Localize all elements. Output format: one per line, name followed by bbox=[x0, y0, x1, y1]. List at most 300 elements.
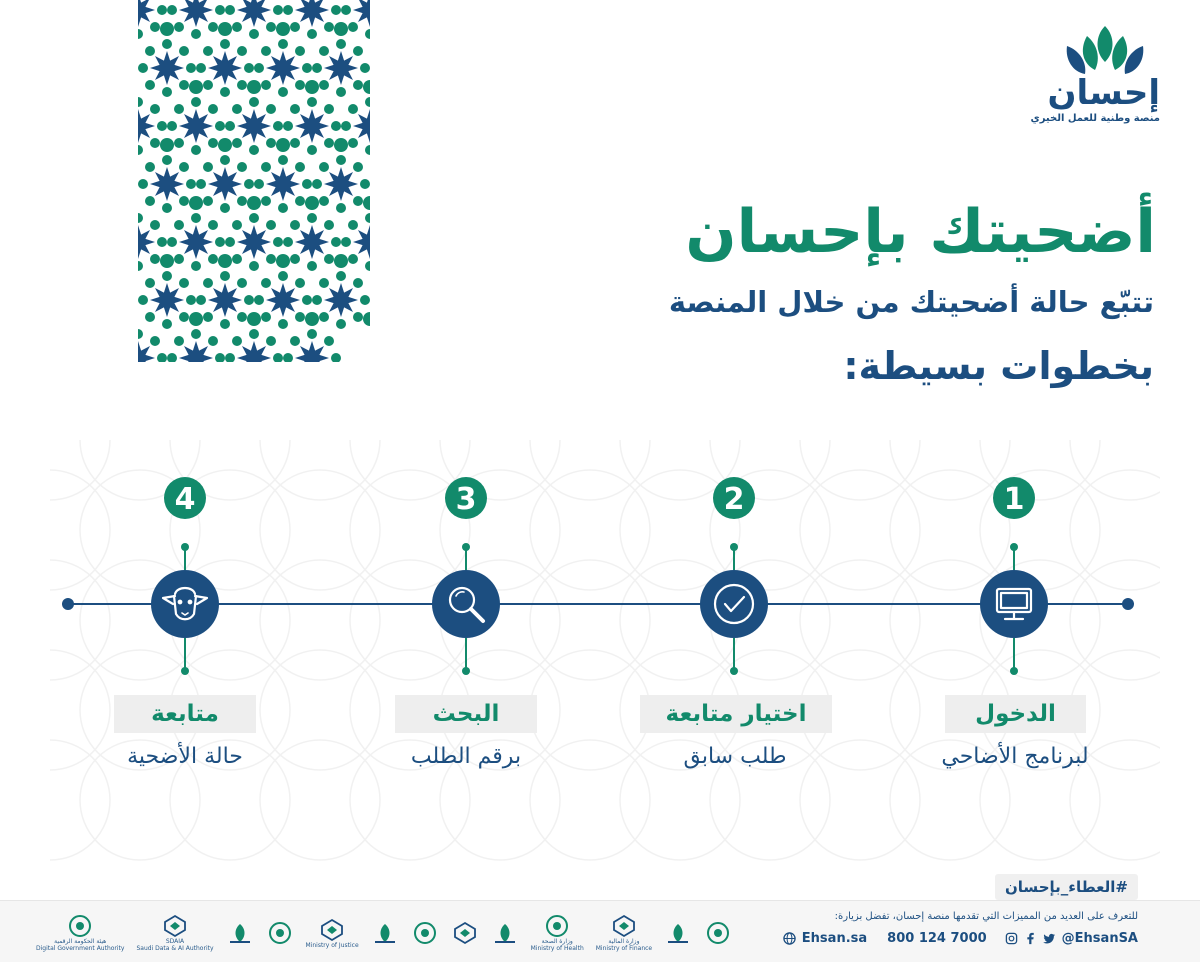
pattern-dot bbox=[179, 46, 189, 56]
pattern-dot bbox=[220, 39, 230, 49]
ehsan-logo bbox=[1030, 22, 1160, 140]
pattern-dot bbox=[307, 329, 317, 339]
partner-name: وزارة الصحة bbox=[541, 938, 573, 945]
pattern-star bbox=[179, 109, 213, 143]
pattern-dot bbox=[273, 5, 283, 15]
pattern-dot bbox=[167, 121, 177, 131]
pattern-dot bbox=[341, 237, 351, 247]
pattern-dot bbox=[162, 271, 172, 281]
pattern-dot bbox=[278, 203, 288, 213]
pattern-star bbox=[179, 0, 213, 27]
pattern-dot bbox=[225, 5, 235, 15]
step-4 bbox=[151, 477, 219, 675]
pattern-dot bbox=[196, 179, 206, 189]
pattern-dot bbox=[302, 63, 312, 73]
pattern-dot bbox=[307, 145, 317, 155]
pattern-dot bbox=[208, 220, 218, 230]
pattern-dot bbox=[186, 179, 196, 189]
pattern-dot bbox=[319, 162, 329, 172]
pattern-dot bbox=[138, 63, 148, 73]
pattern-dot bbox=[261, 80, 271, 90]
pattern-dot bbox=[138, 329, 143, 339]
pattern-dot bbox=[157, 5, 167, 15]
timeline-end-dot bbox=[62, 598, 74, 610]
pattern-dot bbox=[244, 63, 254, 73]
pattern-star bbox=[295, 109, 329, 143]
pattern-star bbox=[324, 283, 358, 317]
pattern-dot bbox=[220, 271, 230, 281]
connector-dot bbox=[730, 667, 738, 675]
pattern-star bbox=[150, 283, 184, 317]
partner-subtitle: Ministry of Finance bbox=[595, 945, 653, 952]
connector-dot bbox=[1010, 667, 1018, 675]
partner-name: هيئة الحكومة الرقمية bbox=[54, 938, 107, 945]
pattern-dot bbox=[334, 138, 348, 152]
pattern-dot bbox=[254, 63, 264, 73]
pattern-dot bbox=[196, 295, 206, 305]
pattern-dot bbox=[186, 295, 196, 305]
connector-dot bbox=[181, 667, 189, 675]
step-1-subtitle: لبرنامج الأضاحي bbox=[941, 744, 1089, 769]
pattern-dot bbox=[160, 254, 174, 268]
pattern-star bbox=[150, 167, 184, 201]
subline-steps: بخطوات بسيطة: bbox=[843, 344, 1154, 388]
pattern-dot bbox=[295, 80, 305, 90]
pattern-dot bbox=[266, 104, 276, 114]
pattern-dot bbox=[191, 97, 201, 107]
emblem-icon bbox=[664, 921, 692, 945]
step-icon-circle bbox=[980, 570, 1048, 638]
partner-subtitle: Digital Government Authority bbox=[36, 945, 125, 952]
step-1-title: الدخول bbox=[945, 695, 1086, 733]
timeline-end-dot bbox=[1122, 598, 1134, 610]
pattern-star bbox=[237, 341, 271, 362]
pattern-dot bbox=[189, 196, 203, 210]
pattern-dot bbox=[273, 353, 283, 362]
pattern-dot bbox=[247, 196, 261, 210]
pattern-dot bbox=[203, 196, 213, 206]
pattern-dot bbox=[145, 196, 155, 206]
pattern-dot bbox=[276, 22, 290, 36]
islamic-star-pattern bbox=[138, 0, 370, 362]
pattern-dot bbox=[331, 353, 341, 362]
pattern-dot bbox=[232, 22, 242, 32]
pattern-dot bbox=[215, 237, 225, 247]
pattern-dot bbox=[232, 220, 242, 230]
twitter-icon[interactable] bbox=[1043, 932, 1056, 945]
pattern-dot bbox=[348, 22, 358, 32]
pattern-dot bbox=[249, 261, 259, 271]
step-3-title: البحث bbox=[395, 695, 537, 733]
pattern-dot bbox=[215, 5, 225, 15]
pattern-star bbox=[266, 283, 300, 317]
pattern-dot bbox=[225, 121, 235, 131]
partner-subtitle: Saudi Data & AI Authority bbox=[136, 945, 214, 952]
pattern-dot bbox=[334, 22, 348, 36]
pattern-dot bbox=[145, 162, 155, 172]
pattern-dot bbox=[220, 87, 230, 97]
pattern-dot bbox=[273, 237, 283, 247]
step-number: 3 bbox=[455, 482, 477, 517]
step-3 bbox=[432, 477, 500, 675]
step-2-subtitle: طلب سابق bbox=[683, 744, 787, 769]
pattern-dot bbox=[162, 155, 172, 165]
emblem-icon bbox=[411, 921, 439, 945]
pattern-dot bbox=[261, 46, 271, 56]
pattern-dot bbox=[150, 220, 160, 230]
partner-logo bbox=[36, 914, 124, 952]
pattern-dot bbox=[290, 22, 300, 32]
hashtag: #العطاء_بإحسان bbox=[995, 874, 1138, 900]
pattern-dot bbox=[307, 29, 317, 39]
pattern-dot bbox=[191, 261, 201, 271]
pattern-dot bbox=[302, 295, 312, 305]
pattern-dot bbox=[208, 138, 218, 148]
pattern-dot bbox=[348, 254, 358, 264]
pattern-star bbox=[266, 51, 300, 85]
step-2 bbox=[700, 477, 768, 675]
pattern-dot bbox=[283, 353, 293, 362]
pattern-dot bbox=[138, 261, 143, 271]
pattern-dot bbox=[215, 121, 225, 131]
pattern-star bbox=[150, 51, 184, 85]
pattern-dot bbox=[360, 179, 370, 189]
pattern-dot bbox=[261, 196, 271, 206]
social-handle[interactable]: @EhsanSA bbox=[1061, 930, 1138, 946]
step-4-subtitle: حالة الأضحية bbox=[127, 744, 243, 769]
pattern-dot bbox=[218, 254, 232, 268]
pattern-dot bbox=[273, 121, 283, 131]
pattern-dot bbox=[341, 5, 351, 15]
pattern-dot bbox=[179, 162, 189, 172]
pattern-dot bbox=[365, 97, 370, 107]
pattern-dot bbox=[365, 213, 370, 223]
partner-logo bbox=[371, 921, 399, 945]
pattern-dot bbox=[191, 29, 201, 39]
pattern-dot bbox=[336, 203, 346, 213]
pattern-dot bbox=[336, 271, 346, 281]
pattern-dot bbox=[174, 220, 184, 230]
pattern-dot bbox=[145, 312, 155, 322]
pattern-dot bbox=[276, 138, 290, 152]
pattern-dot bbox=[319, 278, 329, 288]
pattern-dot bbox=[331, 237, 341, 247]
partner-logo bbox=[306, 918, 359, 949]
pattern-star bbox=[237, 0, 271, 27]
pattern-dot bbox=[237, 162, 247, 172]
pattern-dot bbox=[363, 196, 370, 210]
pattern-dot bbox=[302, 179, 312, 189]
pattern-dot bbox=[208, 336, 218, 346]
pattern-dot bbox=[307, 213, 317, 223]
globe-icon bbox=[783, 932, 796, 945]
partner-logo bbox=[531, 914, 584, 952]
emblem-icon bbox=[266, 921, 294, 945]
pattern-star bbox=[237, 225, 271, 259]
partner-logo bbox=[411, 921, 439, 945]
pattern-dot bbox=[295, 46, 305, 56]
pattern-dot bbox=[174, 336, 184, 346]
pattern-dot bbox=[196, 63, 206, 73]
emblem-icon bbox=[491, 921, 519, 945]
step-icon-circle bbox=[432, 570, 500, 638]
pattern-dot bbox=[220, 203, 230, 213]
partner-name: وزارة المالية bbox=[608, 938, 640, 945]
pattern-star bbox=[208, 167, 242, 201]
pattern-dot bbox=[295, 196, 305, 206]
pattern-dot bbox=[278, 319, 288, 329]
pattern-dot bbox=[237, 196, 247, 206]
pattern-dot bbox=[208, 254, 218, 264]
emblem-icon bbox=[451, 921, 479, 945]
pattern-dot bbox=[319, 46, 329, 56]
pattern-dot bbox=[283, 121, 293, 131]
pattern-dot bbox=[254, 179, 264, 189]
pattern-dot bbox=[331, 5, 341, 15]
pattern-dot bbox=[150, 22, 160, 32]
pattern-dot bbox=[225, 237, 235, 247]
pattern-dot bbox=[324, 336, 334, 346]
pattern-dot bbox=[365, 29, 370, 39]
pattern-dot bbox=[266, 138, 276, 148]
pattern-dot bbox=[348, 220, 358, 230]
facebook-icon[interactable] bbox=[1024, 932, 1037, 945]
pattern-dot bbox=[225, 353, 235, 362]
pattern-dot bbox=[261, 162, 271, 172]
pattern-dot bbox=[186, 63, 196, 73]
pattern-dot bbox=[278, 87, 288, 97]
step-1 bbox=[980, 477, 1048, 675]
pattern-dot bbox=[312, 295, 322, 305]
emblem-icon bbox=[226, 921, 254, 945]
pattern-dot bbox=[145, 80, 155, 90]
pattern-dot bbox=[160, 138, 174, 152]
partner-subtitle: Ministry of Justice bbox=[305, 941, 359, 949]
partner-logo bbox=[451, 921, 479, 945]
pattern-dot bbox=[203, 46, 213, 56]
pattern-dot bbox=[312, 179, 322, 189]
pattern-dot bbox=[162, 319, 172, 329]
pattern-dot bbox=[208, 104, 218, 114]
pattern-dot bbox=[276, 254, 290, 268]
partner-logo bbox=[266, 921, 294, 945]
pattern-dot bbox=[162, 87, 172, 97]
pattern-star bbox=[353, 225, 370, 259]
instagram-icon[interactable] bbox=[1005, 932, 1018, 945]
pattern-dot bbox=[157, 121, 167, 131]
pattern-star bbox=[179, 225, 213, 259]
pattern-dot bbox=[261, 312, 271, 322]
subline: تتبّع حالة أضحيتك من خلال المنصة bbox=[668, 285, 1154, 319]
step-icon-circle bbox=[151, 570, 219, 638]
pattern-dot bbox=[365, 261, 370, 271]
pattern-dot bbox=[138, 145, 143, 155]
pattern-dot bbox=[266, 22, 276, 32]
pattern-dot bbox=[244, 179, 254, 189]
pattern-dot bbox=[179, 278, 189, 288]
pattern-dot bbox=[220, 155, 230, 165]
pattern-dot bbox=[145, 278, 155, 288]
pattern-dot bbox=[266, 220, 276, 230]
pattern-dot bbox=[348, 104, 358, 114]
footer-note: للتعرف على العديد من المميزات التي تقدمها منصة إحسان، تفضل بزيارة: bbox=[834, 911, 1138, 922]
pattern-dot bbox=[150, 254, 160, 264]
pattern-dot bbox=[138, 213, 143, 223]
pattern-dot bbox=[305, 80, 319, 94]
pattern-dot bbox=[295, 278, 305, 288]
emblem-icon bbox=[371, 921, 399, 945]
pattern-dot bbox=[160, 22, 174, 36]
pattern-dot bbox=[290, 254, 300, 264]
pattern-dot bbox=[203, 80, 213, 90]
pattern-dot bbox=[249, 329, 259, 339]
pattern-star bbox=[295, 0, 329, 27]
pattern-star bbox=[138, 109, 155, 143]
pattern-dot bbox=[237, 80, 247, 90]
pattern-dot bbox=[162, 39, 172, 49]
pattern-dot bbox=[324, 220, 334, 230]
pattern-star bbox=[208, 283, 242, 317]
pattern-dot bbox=[167, 5, 177, 15]
pattern-dot bbox=[266, 254, 276, 264]
pattern-dot bbox=[157, 237, 167, 247]
pattern-dot bbox=[189, 312, 203, 326]
headline: أضحيتك بإحسان bbox=[685, 197, 1156, 267]
pattern-dot bbox=[247, 80, 261, 94]
pattern-dot bbox=[157, 353, 167, 362]
footer bbox=[0, 900, 1200, 962]
pattern-star bbox=[295, 225, 329, 259]
pattern-dot bbox=[237, 46, 247, 56]
pattern-dot bbox=[305, 312, 319, 326]
pattern-dot bbox=[179, 312, 189, 322]
pattern-dot bbox=[254, 295, 264, 305]
pattern-dot bbox=[191, 329, 201, 339]
pattern-dot bbox=[353, 278, 363, 288]
pattern-dot bbox=[247, 312, 261, 326]
pattern-dot bbox=[360, 295, 370, 305]
brand-tagline: منصة وطنية للعمل الخيري bbox=[1030, 113, 1160, 124]
pattern-dot bbox=[336, 155, 346, 165]
pattern-dot bbox=[162, 203, 172, 213]
pattern-star bbox=[353, 109, 370, 143]
pattern-dot bbox=[319, 312, 329, 322]
pattern-dot bbox=[191, 213, 201, 223]
pattern-dot bbox=[203, 162, 213, 172]
website-link[interactable]: Ehsan.sa bbox=[801, 930, 868, 946]
step-3-subtitle: برقم الطلب bbox=[410, 744, 522, 769]
partner-name: SDAIA bbox=[165, 938, 185, 945]
pattern-star bbox=[237, 109, 271, 143]
leaves-icon bbox=[1057, 22, 1153, 76]
pattern-dot bbox=[237, 278, 247, 288]
pattern-dot bbox=[312, 63, 322, 73]
pattern-dot bbox=[334, 254, 348, 268]
connector-dot bbox=[462, 667, 470, 675]
pattern-star bbox=[295, 341, 329, 362]
pattern-dot bbox=[237, 312, 247, 322]
pattern-star bbox=[208, 51, 242, 85]
pattern-dot bbox=[353, 46, 363, 56]
pattern-dot bbox=[290, 104, 300, 114]
pattern-dot bbox=[283, 5, 293, 15]
partner-logos bbox=[36, 915, 653, 952]
pattern-dot bbox=[283, 237, 293, 247]
pattern-dot bbox=[278, 39, 288, 49]
pattern-dot bbox=[174, 104, 184, 114]
pattern-dot bbox=[336, 39, 346, 49]
pattern-dot bbox=[208, 22, 218, 32]
pattern-dot bbox=[341, 121, 351, 131]
pattern-dot bbox=[278, 271, 288, 281]
pattern-dot bbox=[331, 121, 341, 131]
emblem-icon bbox=[161, 914, 189, 938]
pattern-dot bbox=[174, 254, 184, 264]
pattern-dot bbox=[150, 104, 160, 114]
step-number: 4 bbox=[174, 482, 196, 517]
pattern-dot bbox=[232, 104, 242, 114]
pattern-dot bbox=[138, 295, 148, 305]
pattern-dot bbox=[179, 80, 189, 90]
pattern-dot bbox=[324, 104, 334, 114]
pattern-dot bbox=[353, 80, 363, 90]
pattern-dot bbox=[353, 162, 363, 172]
pattern-dot bbox=[218, 138, 232, 152]
pattern-star bbox=[266, 167, 300, 201]
pattern-dot bbox=[295, 162, 305, 172]
pattern-dot bbox=[336, 319, 346, 329]
step-4-title: متابعة bbox=[114, 695, 256, 733]
pattern-dot bbox=[174, 138, 184, 148]
partner-logo bbox=[226, 921, 254, 945]
footer-contact bbox=[783, 928, 1138, 948]
pattern-dot bbox=[138, 179, 148, 189]
pattern-dot bbox=[249, 145, 259, 155]
emblem-icon bbox=[610, 914, 638, 938]
pattern-dot bbox=[295, 312, 305, 322]
pattern-dot bbox=[290, 220, 300, 230]
pattern-dot bbox=[324, 254, 334, 264]
pattern-dot bbox=[179, 196, 189, 206]
pattern-dot bbox=[220, 319, 230, 329]
pattern-star bbox=[324, 167, 358, 201]
pattern-dot bbox=[189, 80, 203, 94]
pattern-dot bbox=[244, 295, 254, 305]
pattern-dot bbox=[203, 312, 213, 322]
partner-logo bbox=[491, 921, 519, 945]
pattern-dot bbox=[319, 80, 329, 90]
pattern-star bbox=[138, 225, 155, 259]
emblem-icon bbox=[704, 921, 732, 945]
pattern-dot bbox=[203, 278, 213, 288]
pattern-dot bbox=[290, 336, 300, 346]
pattern-dot bbox=[307, 97, 317, 107]
pattern-dot bbox=[191, 145, 201, 155]
pattern-dot bbox=[307, 261, 317, 271]
partner-logo bbox=[664, 921, 692, 945]
pattern-dot bbox=[232, 254, 242, 264]
pattern-dot bbox=[363, 80, 370, 94]
pattern-dot bbox=[290, 138, 300, 148]
pattern-star bbox=[324, 51, 358, 85]
pattern-dot bbox=[174, 22, 184, 32]
pattern-dot bbox=[138, 29, 143, 39]
pattern-dot bbox=[305, 196, 319, 210]
pattern-dot bbox=[138, 97, 143, 107]
pattern-dot bbox=[363, 312, 370, 326]
pattern-dot bbox=[266, 336, 276, 346]
step-number: 2 bbox=[723, 482, 745, 517]
